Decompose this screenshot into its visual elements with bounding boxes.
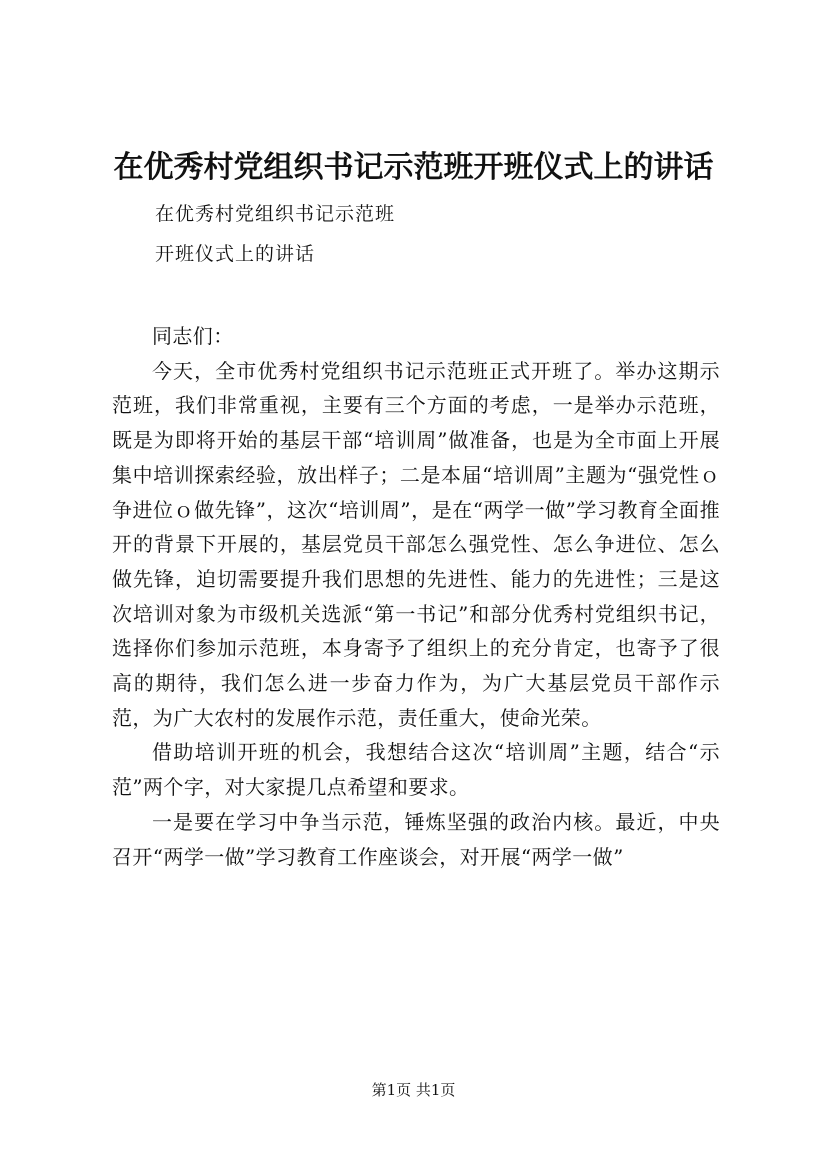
page-footer: 第1页 共1页 [371,1081,456,1099]
document-title: 在优秀村党组织书记示范班开班仪式上的讲话 [113,150,714,185]
subtitle-line-1: 在优秀村党组织书记示范班 [155,203,396,225]
body-paragraph: 借助培训开班的机会，我想结合这次“培训周”主题，结合“示范”两个字，对大家提几点希望和要求。 [112,740,720,800]
body-paragraph: 一是要在学习中争当示范，锤炼坚强的政治内核。最近，中央召开“两学一做”学习教育工作座谈会，对开展“两学一做” [112,809,720,869]
document-body [112,319,720,874]
body-paragraph: 今天，全市优秀村党组织书记示范班正式开班了。举办这期示范班，我们非常重视，主要有三个方面的考虑，一是举办示范班，既是为即将开始的基层干部“培训周”做准备，也是为全市面上开展集中培训探索经验，放出样子；二是本届“培训周”主题为“强党性ｏ争进位ｏ做先锋”，这次“培训周”，是在“两学一做”学习教育全面推开的背景下开展的，基层党员干部怎么强党性、怎么争进位、怎么做先锋，迫切需要提升我们思想的先进性、能力的先进性；三是这次培训对象为市级机关选派“第一书记”和部分优秀村党组织书记，选择你们参加示范班，本身寄予了组织上的充分肯定，也寄予了很高的期待，我们怎么进一步奋力作为，为广大基层党员干部作示范，为广大农村的发展作示范，责任重大，使命光荣。 [112,358,720,730]
salutation-paragraph: 同志们： [152,324,234,348]
subtitle-line-2: 开班仪式上的讲话 [155,243,316,265]
